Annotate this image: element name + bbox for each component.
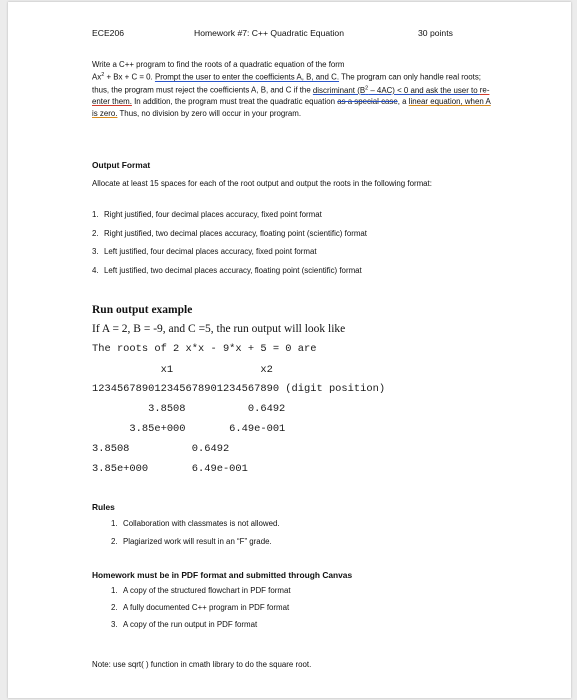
code-line: 123456789012345678901234567890 (digit position) <box>92 383 386 395</box>
list-item: 2. A fully documented C++ program in PDF format <box>111 602 290 612</box>
course-code: ECE206 <box>92 28 125 38</box>
list-item: 3. Left justified, four decimal places accuracy, fixed point format <box>92 247 317 257</box>
output-format-list <box>92 210 367 284</box>
code-line: The roots of 2 x*x - 9*x + 5 = 0 are <box>92 343 317 355</box>
intro-text-1: Write a C++ program to find the roots of a quadratic equation of the form <box>92 60 345 69</box>
run-output-title: Run output example <box>92 304 193 316</box>
equation-rest: + Bx + C = 0. <box>104 73 155 83</box>
code-line: 3.85e+000 6.49e-001 <box>92 423 286 435</box>
run-output-intro: If A = 2, B = -9, and C =5, the run output will look like <box>92 323 346 335</box>
output-format-title: Output Format <box>92 160 151 170</box>
list-item: 3. A copy of the run output in PDF format <box>111 619 258 629</box>
intro-paragraph <box>92 59 492 119</box>
special-case-text: as a special case <box>337 97 398 107</box>
submission-title: Homework must be in PDF format and submitted through Canvas <box>92 570 353 580</box>
reenter-text: re-enter them. <box>92 86 490 107</box>
page-title: Homework #7: C++ Quadratic Equation <box>194 28 344 38</box>
list-item: 4. Left justified, two decimal places accuracy, floating point (scientific) format <box>92 265 362 275</box>
rules-list <box>111 519 280 555</box>
code-line: 3.85e+000 6.49e-001 <box>92 463 248 475</box>
points-label: 30 points <box>418 28 453 38</box>
list-item: 1. A copy of the structured flowchart in PDF format <box>111 586 291 595</box>
discriminant-text: discriminant $(B^2 - 4AC) < 0$ and ask the user to <box>312 85 480 96</box>
rules-title: Rules <box>92 502 115 512</box>
prompt-text: Prompt the user to enter the coefficients A, B, and C. <box>154 73 340 83</box>
submission-list <box>111 586 291 636</box>
intro-text-3: In addition, the program must treat the quadratic equation <box>131 97 338 107</box>
document-page <box>8 2 571 698</box>
note-text: Note: use sqrt( ) function in cmath library to do the square root. <box>92 660 312 669</box>
equation-sup: 2 <box>101 72 105 79</box>
code-line: 3.8508 0.6492 <box>92 403 286 415</box>
list-item: 1. Right justified, four decimal places accuracy, fixed point format <box>92 210 322 219</box>
list-item: 2. Right justified, two decimal places accuracy, floating point (scientific) format <box>92 228 367 238</box>
linear-equation-text: linear equation, when A is zero. <box>92 97 491 118</box>
intro-text-5: Thus, no division by zero will occur in your program. <box>117 108 302 118</box>
output-format-text: Allocate at least 15 spaces for each of the root output and output the roots in the following format: <box>92 179 432 188</box>
intro-text-2: The program can only handle real roots; thus, the program must reject the coefficients A, B, and C if the <box>92 73 481 96</box>
list-item: 2. Plagiarized work will result in an “F” grade. <box>111 537 272 546</box>
equation-ax: Ax <box>92 73 102 83</box>
code-line: 3.8508 0.6492 <box>92 443 230 455</box>
list-item: 1. Collaboration with classmates is not allowed. <box>111 519 280 528</box>
intro-text-4: , a <box>397 97 409 107</box>
code-line: x1 x2 <box>92 364 273 376</box>
